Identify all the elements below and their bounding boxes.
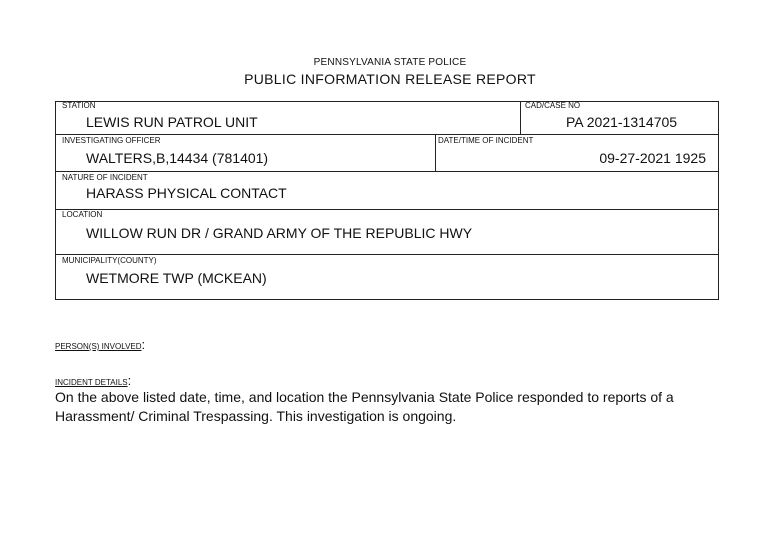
datetime-label: DATE/TIME OF INCIDENT <box>438 136 534 145</box>
nature-label: NATURE OF INCIDENT <box>62 173 148 182</box>
agency-name: PENNSYLVANIA STATE POLICE <box>313 57 467 68</box>
municipality-value: WETMORE TWP (MCKEAN) <box>86 270 267 286</box>
persons-involved-label: PERSON(S) INVOLVED <box>55 342 142 351</box>
station-divider <box>520 102 521 134</box>
incident-details-colon: : <box>127 373 132 388</box>
nature-row <box>56 172 718 210</box>
municipality-label: MUNICIPALITY(COUNTY) <box>62 256 157 265</box>
case-number-value: PA 2021-1314705 <box>566 114 678 130</box>
report-title: PUBLIC INFORMATION RELEASE REPORT <box>244 71 536 87</box>
location-row <box>56 210 718 255</box>
officer-value: WALTERS,B,14434 (781401) <box>86 150 269 166</box>
datetime-value: 09-27-2021 1925 <box>599 150 706 166</box>
persons-involved-colon: : <box>141 337 146 352</box>
location-label: LOCATION <box>62 210 103 219</box>
station-row <box>56 102 718 135</box>
incident-details-label: INCIDENT DETAILS <box>55 378 128 387</box>
incident-narrative: On the above listed date, time, and location the Pennsylvania State Police responded to reports of a Harassment/ Criminal Trespassing. This investigation is ongoing. <box>55 389 674 424</box>
case-number-label: CAD/CASE NO <box>525 101 581 110</box>
municipality-row <box>56 255 718 301</box>
location-value: WILLOW RUN DR / GRAND ARMY OF THE REPUBLIC HWY <box>86 225 473 241</box>
report-form <box>55 101 719 300</box>
officer-divider <box>435 135 436 171</box>
persons-involved-heading <box>55 336 145 354</box>
station-value: LEWIS RUN PATROL UNIT <box>86 114 258 130</box>
officer-row <box>56 135 718 172</box>
station-label: STATION <box>62 101 96 110</box>
nature-value: HARASS PHYSICAL CONTACT <box>86 185 287 201</box>
officer-label: INVESTIGATING OFFICER <box>62 136 161 145</box>
